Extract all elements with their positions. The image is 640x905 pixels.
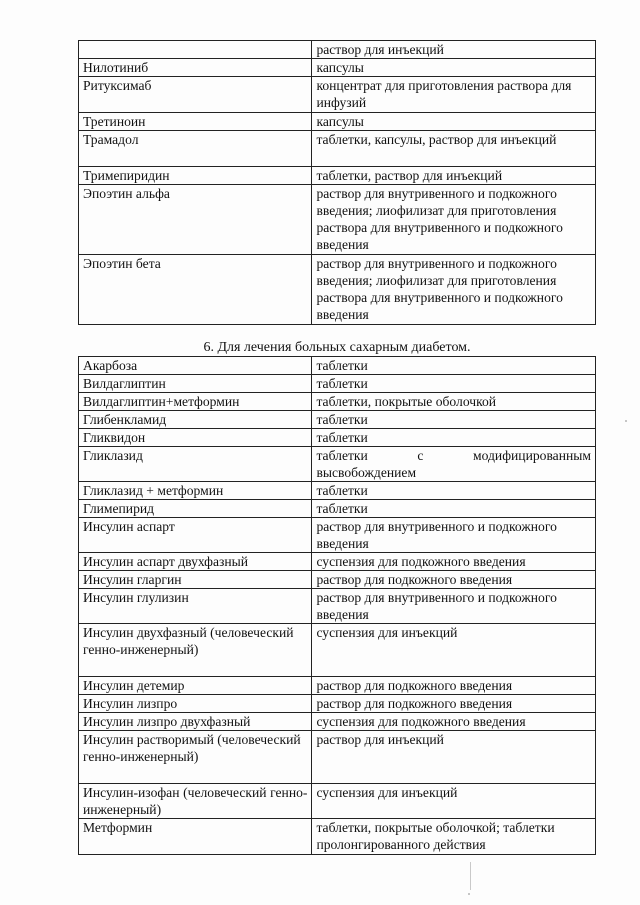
table-row [79, 695, 596, 713]
drug-name-cell [79, 41, 312, 59]
dosage-form-cell: таблетки, капсулы, раствор для инъекций [312, 131, 596, 167]
scan-artifact-line [470, 862, 471, 890]
section-heading: 6. Для лечения больных сахарным диабетом. [203, 340, 471, 355]
table-row [79, 731, 596, 784]
drug-name-cell: Инсулин растворимый (человеческий генно-инженерный) [79, 731, 312, 784]
table-row [79, 482, 596, 500]
scan-artifact-dot [625, 420, 627, 422]
dosage-form-cell: таблетки, покрытые оболочкой; таблетки пролонгированного действия [312, 819, 596, 855]
dosage-form-cell: таблетки с модифицированным высвобождением [312, 447, 596, 482]
table-row [79, 819, 596, 855]
table-row [79, 131, 596, 167]
drug-name-cell: Инсулин лизпро [79, 695, 312, 713]
dosage-form-cell: суспензия для подкожного введения [312, 553, 596, 571]
dosage-form-cell: раствор для внутривенного и подкожного введения; лиофилизат для приготовления раствора для внутривенного и подкожного введения [312, 255, 596, 325]
dosage-form-cell: таблетки [312, 375, 596, 393]
drug-name-cell: Инсулин-изофан (человеческий генно-инженерный) [79, 784, 312, 819]
drug-name-cell: Третиноин [79, 113, 312, 131]
table-row [79, 357, 596, 375]
drug-name-cell: Гликлазид + метформин [79, 482, 312, 500]
drug-name-cell: Вилдаглиптин+метформин [79, 393, 312, 411]
drug-name-cell: Вилдаглиптин [79, 375, 312, 393]
drug-name-cell: Акарбоза [79, 357, 312, 375]
dosage-form-cell: таблетки [312, 500, 596, 518]
drug-name-cell: Инсулин аспарт двухфазный [79, 553, 312, 571]
dosage-form-cell: раствор для инъекций [312, 731, 596, 784]
table-row [79, 571, 596, 589]
table-row [79, 411, 596, 429]
dosage-form-cell: капсулы [312, 113, 596, 131]
dosage-form-cell: таблетки, раствор для инъекций [312, 167, 596, 185]
drug-name-cell: Инсулин глулизин [79, 589, 312, 624]
dosage-form-cell: таблетки [312, 357, 596, 375]
dosage-form-cell: таблетки, покрытые оболочкой [312, 393, 596, 411]
drug-name-cell: Инсулин двухфазный (человеческий генно-инженерный) [79, 624, 312, 677]
table-row [79, 624, 596, 677]
table-row [79, 518, 596, 553]
table-row [79, 393, 596, 411]
table-row [79, 185, 596, 255]
dosage-form-cell: суспензия для подкожного введения [312, 713, 596, 731]
scan-artifact-dot [468, 893, 470, 895]
table-row [79, 447, 596, 482]
dosage-form-cell: таблетки [312, 482, 596, 500]
dosage-form-cell: раствор для подкожного введения [312, 677, 596, 695]
drug-name-cell: Эпоэтин альфа [79, 185, 312, 255]
table-row [79, 77, 596, 113]
dosage-form-cell: таблетки [312, 411, 596, 429]
table-row [79, 59, 596, 77]
drug-name-cell: Инсулин аспарт [79, 518, 312, 553]
drug-name-cell: Нилотиниб [79, 59, 312, 77]
table-row [79, 41, 596, 59]
dosage-form-cell: раствор для инъекций [312, 41, 596, 59]
drug-name-cell: Инсулин гларгин [79, 571, 312, 589]
drug-name-cell: Инсулин детемир [79, 677, 312, 695]
diabetes-drug-table [78, 356, 596, 855]
dosage-form-cell: раствор для внутривенного и подкожного введения; лиофилизат для приготовления раствора для внутривенного и подкожного введения [312, 185, 596, 255]
dosage-form-cell: раствор для подкожного введения [312, 695, 596, 713]
table-row [79, 553, 596, 571]
table-row [79, 784, 596, 819]
drug-table-continued [78, 40, 596, 325]
drug-name-cell: Гликлазид [79, 447, 312, 482]
dosage-form-cell: таблетки [312, 429, 596, 447]
drug-name-cell: Гликвидон [79, 429, 312, 447]
table-row [79, 500, 596, 518]
dosage-form-cell: капсулы [312, 59, 596, 77]
table-row [79, 375, 596, 393]
table-row [79, 113, 596, 131]
dosage-form-cell: раствор для внутривенного и подкожного введения [312, 589, 596, 624]
drug-name-cell: Инсулин лизпро двухфазный [79, 713, 312, 731]
dosage-form-cell: раствор для подкожного введения [312, 571, 596, 589]
drug-name-cell: Ритуксимаб [79, 77, 312, 113]
table-row [79, 713, 596, 731]
dosage-form-cell: концентрат для приготовления раствора для инфузий [312, 77, 596, 113]
table-row [79, 677, 596, 695]
drug-name-cell: Метформин [79, 819, 312, 855]
drug-name-cell: Трамадол [79, 131, 312, 167]
table-row [79, 167, 596, 185]
dosage-form-cell: раствор для внутривенного и подкожного введения [312, 518, 596, 553]
dosage-form-cell: суспензия для инъекций [312, 784, 596, 819]
drug-name-cell: Глимепирид [79, 500, 312, 518]
table-row [79, 255, 596, 325]
table-row [79, 429, 596, 447]
dosage-form-cell: суспензия для инъекций [312, 624, 596, 677]
drug-name-cell: Эпоэтин бета [79, 255, 312, 325]
drug-name-cell: Глибенкламид [79, 411, 312, 429]
table-row [79, 589, 596, 624]
drug-name-cell: Тримепиридин [79, 167, 312, 185]
